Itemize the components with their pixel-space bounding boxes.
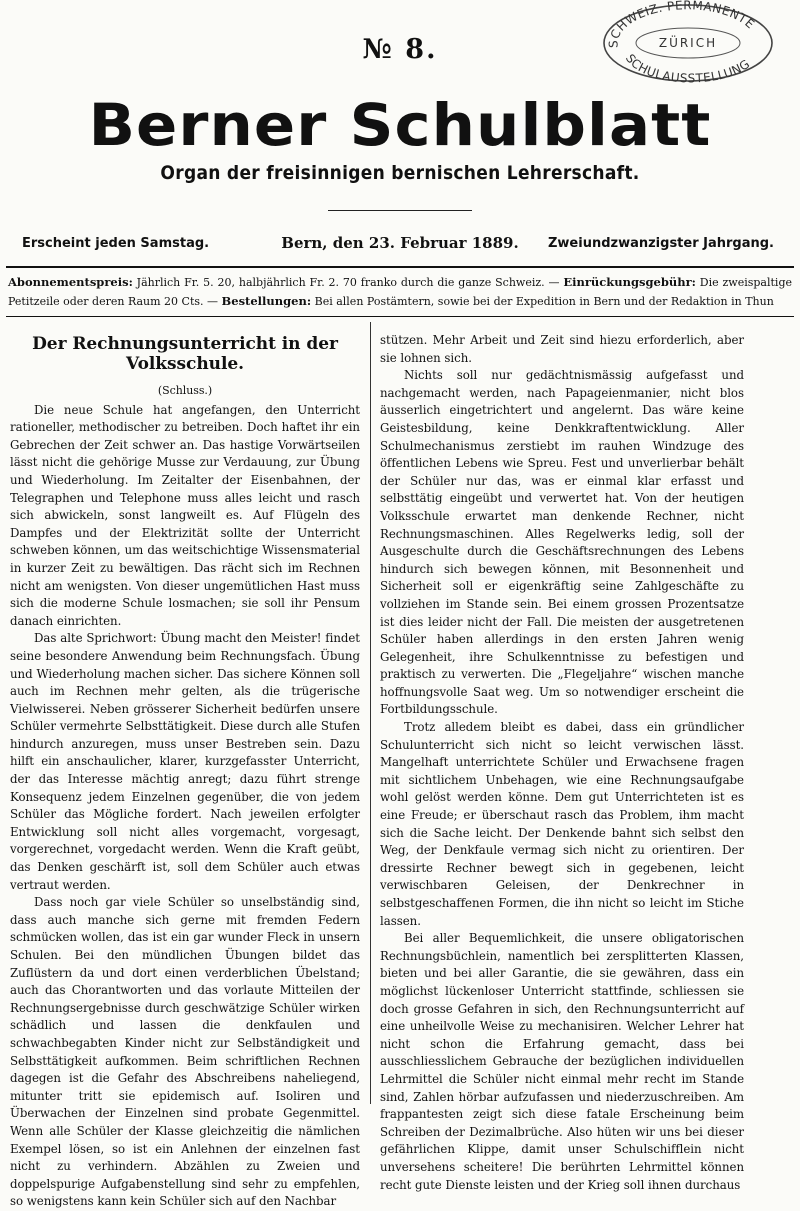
insertion-fee-label: Einrückungsgebühr:	[563, 275, 696, 289]
issue-number: № 8.	[362, 34, 438, 65]
paragraph: Bei aller Bequemlichkeit, die unsere obligatorischen Rechnungsbüchlein, namentlich bei zersplitterten Klassen, bieten und bei aller Garantie, die sie gewähren, dass ein möglichst lückenloser Unterricht stattfinde, schliessen sie doch grosse Gefahren in sich, den Rechnungsunterricht auf eine unheilvolle Weise zu mechanisiren. Welcher Lehrer hat nicht schon die Erfahrung gemacht, dass bei ausschliesslichem Gebrauche der bezüglichen individuellen Lehrmittel die Schüler nicht einmal mehr recht im Stande sind, Zahlen hörbar aufzufassen und niederzuschreiben. Am frappantesten zeigt sich diese fatale Erscheinung beim Schreiben der Dezimalbrüche. Also hüten wir uns bei dieser gefährlichen Klippe, damit unser Schulschifflein nicht unversehens scheitere! Die berührten Lehrmittel können recht gute Dienste leisten und der Krieg soll ihnen durchaus	[380, 931, 744, 1192]
column-right	[380, 332, 744, 1194]
orders-label: Bestellungen:	[221, 294, 312, 308]
column-left	[10, 332, 360, 1211]
bottom-rule	[6, 316, 794, 317]
subscription-label: Abonnementspreis:	[8, 275, 133, 289]
top-rule	[6, 266, 794, 268]
orders-text: Bei allen Postämtern, sowie bei der Expedition in Bern und der Redaktion in Thun	[311, 295, 774, 308]
subscription-price-text: Jährlich Fr. 5. 20, halbjährlich Fr. 2. 70 franko durch die ganze Schweiz. —	[132, 276, 564, 289]
article-subtitle: (Schluss.)	[157, 384, 213, 397]
paragraph: Trotz alledem bleibt es dabei, dass ein gründlicher Schulunterricht sich nicht so leicht verwischen lässt. Mangelhaft unterrichtete Schüler und Erwachsene fragen mit sichtlichem Unbehagen, wie eine Rechnungsaufgabe wohl gelöst werden könne. Dem gut Unterrichteten ist es eine Freude; er überschaut rasch das Problem, ihm macht sich die Sache leicht. Der Denkende bahnt sich selbst den Weg, der Denkfaule vermag sich nicht zu orientiren. Der dressirte Rechner bewegt sich in gegebenen, leicht verwischbaren Geleisen, der Denkrechner in selbstgeschaffenen Formen, die ihn nicht so leicht im Stiche lassen.	[380, 720, 744, 928]
paragraph: Dass noch gar viele Schüler so unselbständig sind, dass auch manche sich gerne mit fremden Federn schmücken wollen, das ist ein gar wunder Fleck in unsern Schulen. Bei den mündlichen Übungen bildet das Zuflüstern da und dort einen verderblichen Übelstand; auch das Chorantworten und das vorlaute Mitteilen der Rechnungsergebnisse durch geschwätzige Schüler wirken schädlich und lassen die denkfaulen und schwachbegabten Kinder nicht zur Selbständigkeit und Selbsttätigkeit aufkommen. Beim schriftlichen Rechnen dagegen ist die Gefahr des Abschreibens naheliegend, mitunter tritt sie epidemisch auf. Isoliren und Überwachen der Einzelnen sind probate Gegenmittel. Wenn alle Schüler der Klasse gleichzeitig die nämlichen Exempel lösen, so ist ein Anlehnen der einzelnen fast nicht zu verhindern. Abzählen zu Zweien und doppelspurige Aufgabenstellung sind sehr zu empfehlen, so wenigstens kann kein Schüler sich auf den Nachbar	[10, 895, 360, 1209]
issue-date: Bern, den 23. Februar 1889.	[281, 234, 519, 252]
library-stamp	[598, 0, 774, 86]
column-divider	[370, 322, 371, 1104]
paragraph: Das alte Sprichwort: Übung macht den Meister! findet seine besondere Anwendung beim Rechnungsfach. Übung und Wiederholung machen sicher. Das sichere Können soll auch im Rechnen mehr gelten, als die trügerische Vielwisserei. Neben grösserer Sicherheit bedürfen unsere Schüler vermehrte Selbsttätigkeit. Diese durch alle Stufen hindurch anzuregen, muss unser Bestreben sein. Dazu hilft ein anschaulicher, klarer, kurzgefasster Unterricht, der das Interesse mächtig anregt; dazu führt strenge Konsequenz jedem Einzelnen gegenüber, die von jedem Schüler das Mögliche fordert. Nach jeweilen erfolgter Entwicklung soll nicht alles vorgemacht, vorgesagt, vorgerechnet, vorgedacht werden. Wenn die Kraft geübt, das Denken geschärft ist, soll dem Schüler auch etwas vertraut werden.	[10, 631, 360, 892]
paragraph-continuation: stützen. Mehr Arbeit und Zeit sind hiezu erforderlich, aber sie lohnen sich.	[380, 333, 744, 365]
masthead-title: Berner Schulblatt	[88, 91, 712, 159]
stamp-text-middle: ZÜRICH	[658, 36, 718, 50]
volume-year: Zweiundzwanzigster Jahrgang.	[547, 236, 774, 251]
stamp-text-bottom: SCHULAUSSTELLUNG	[622, 51, 753, 86]
masthead-subtitle: Organ der freisinnigen bernischen Lehrerschaft.	[160, 162, 640, 184]
insertion-fee-text: Die zweispaltige Petitzeile oder deren Raum 20 Cts. —	[8, 276, 792, 308]
publication-frequency: Erscheint jeden Samstag.	[22, 236, 210, 251]
header-divider	[328, 210, 472, 211]
stamp-text-top: SCHWEIZ. PERMANENTE	[606, 0, 758, 49]
article-title: Der Rechnungsunterricht in der Volksschule.	[32, 334, 338, 374]
paragraph: Nichts soll nur gedächtnismässig aufgefasst und nachgemacht werden, nach Papageienmanier, nicht blos äusserlich eingetrichtert und angelernt. Das wäre keine Geistesbildung, keine Denkkraftentwicklung. Aller Schulmechanismus zerstiebt im rauhen Windzuge des öffentlichen Lebens wie Spreu. Fest und unverlierbar behält der Schüler nur das, was er einmal klar erfasst und selbsttätig eingeübt und verwertet hat. Von der heutigen Volksschule erwartet man denkende Rechner, nicht Rechnungsmaschinen. Alles Regelwerks ledig, soll der Ausgeschulte durch die Geschäftsrechnungen des Lebens hindurch sich bewegen können, mit Besonnenheit und Sicherheit soll er eigenkräftig seine Zahlgeschäfte zu vollziehen im Stande sein. Bei einem grossen Prozentsatze ist dies leider nicht der Fall. Die meisten der ausgetretenen Schüler haben allerdings in den ersten Jahren wenig Gelegenheit, ihre Schulkenntnisse zu befestigen und praktisch zu verwerten. Die „Flegeljahre“ wischen manche hoffnungsvolle Saat weg. Um so notwendiger erscheint die Fortbildungsschule.	[380, 368, 744, 717]
subscription-info	[8, 273, 792, 311]
paragraph: Die neue Schule hat angefangen, den Unterricht rationeller, methodischer zu betreiben. Doch haftet ihr ein Gebrechen der Zeit schwer an. Das hastige Vorwärtseilen lässt nicht die gehörige Musse zur Verdauung, zur Übung und Wiederholung. Im Zeitalter der Eisenbahnen, der Telegraphen und Telephone muss alles leicht und rasch sich abwickeln, sonst langweilt es. Auf Flügeln des Dampfes und der Elektrizität sollte der Unterricht schweben können, um das weitschichtige Wissensmaterial in kurzer Zeit zu bewältigen. Das rächt sich im Rechnen nicht am wenigsten. Von dieser ungemütlichen Hast muss sich die moderne Schule losmachen; sie soll ihr Pensum danach einrichten.	[10, 402, 360, 628]
